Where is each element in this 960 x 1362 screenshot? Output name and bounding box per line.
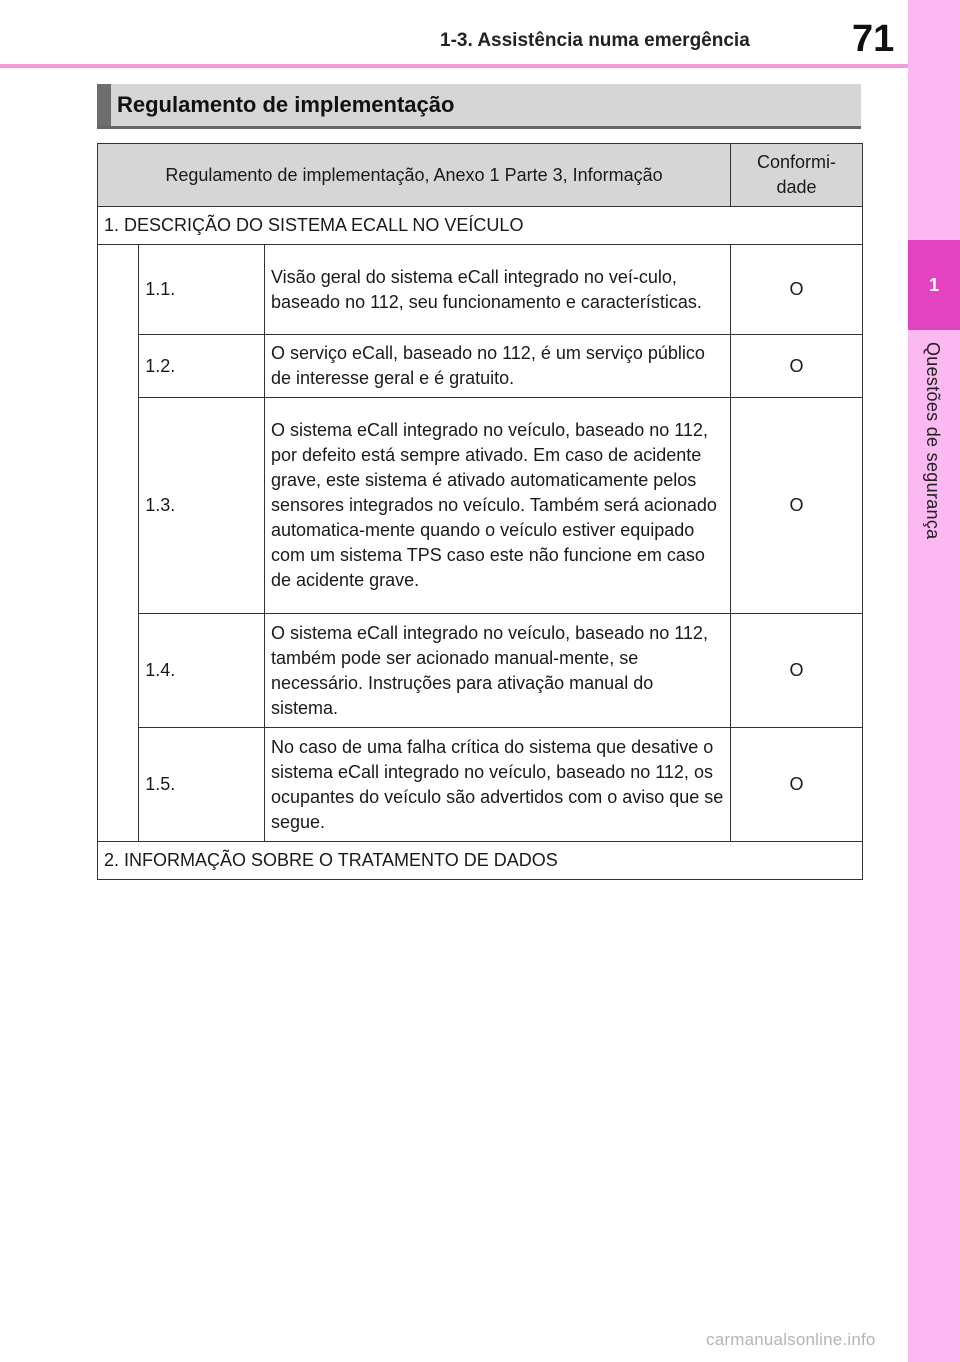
item-number: 1.1. [139, 245, 265, 335]
item-conformity: O [731, 245, 863, 335]
header-regulation: Regulamento de implementação, Anexo 1 Parte 3, Informação [98, 144, 731, 207]
item-description: O sistema eCall integrado no veículo, baseado no 112, também pode ser acionado manual-mente, se necessário. Instruções para ativação manual do sistema. [265, 614, 731, 728]
side-tab [908, 0, 960, 1362]
item-number: 1.5. [139, 728, 265, 842]
header-divider [0, 64, 908, 68]
page-number: 71 [852, 18, 895, 60]
table-row [98, 614, 863, 728]
table-row [98, 398, 863, 614]
section-row [98, 207, 863, 245]
watermark: carmanualsonline.info [706, 1330, 876, 1349]
item-number: 1.3. [139, 398, 265, 614]
item-conformity: O [731, 614, 863, 728]
item-description: O serviço eCall, baseado no 112, é um serviço público de interesse geral e é gratuito. [265, 335, 731, 398]
regulation-table [97, 143, 863, 880]
item-number: 1.2. [139, 335, 265, 398]
section-title: 1-3. Assistência numa emergência [440, 30, 750, 51]
item-description: O sistema eCall integrado no veículo, baseado no 112, por defeito está sempre ativado. Em caso de acidente grave, este sistema é ativado automaticamente pelos sensores integrados no veículo. Também será acionado automatica-mente quando o veículo estiver equipado com um sistema TPS caso este não funcione em caso de acidente grave. [265, 398, 731, 614]
table-row [98, 335, 863, 398]
section-1-title: 1. DESCRIÇÃO DO SISTEMA ECALL NO VEÍCULO [98, 207, 863, 245]
header-conformity: Conformi-dade [731, 144, 863, 207]
chapter-label: Questões de segurança [923, 342, 943, 540]
table-row [98, 728, 863, 842]
item-description: Visão geral do sistema eCall integrado no veí-culo, baseado no 112, seu funcionamento e características. [265, 245, 731, 335]
heading-title: Regulamento de implementação [117, 92, 455, 117]
item-description: No caso de uma falha crítica do sistema que desative o sistema eCall integrado no veículo, baseado no 112, os ocupantes do veículo são advertidos com o aviso que se segue. [265, 728, 731, 842]
section-row [98, 842, 863, 880]
item-number: 1.4. [139, 614, 265, 728]
table-row [98, 245, 863, 335]
indent-cell [98, 245, 139, 842]
item-conformity: O [731, 398, 863, 614]
item-conformity: O [731, 728, 863, 842]
chapter-tab[interactable] [908, 240, 960, 330]
heading-accent [97, 84, 111, 126]
section-2-title: 2. INFORMAÇÃO SOBRE O TRATAMENTO DE DADOS [98, 842, 863, 880]
chapter-number: 1 [928, 274, 939, 295]
item-conformity: O [731, 335, 863, 398]
heading-bar [97, 84, 861, 129]
table-header-row [98, 144, 863, 207]
